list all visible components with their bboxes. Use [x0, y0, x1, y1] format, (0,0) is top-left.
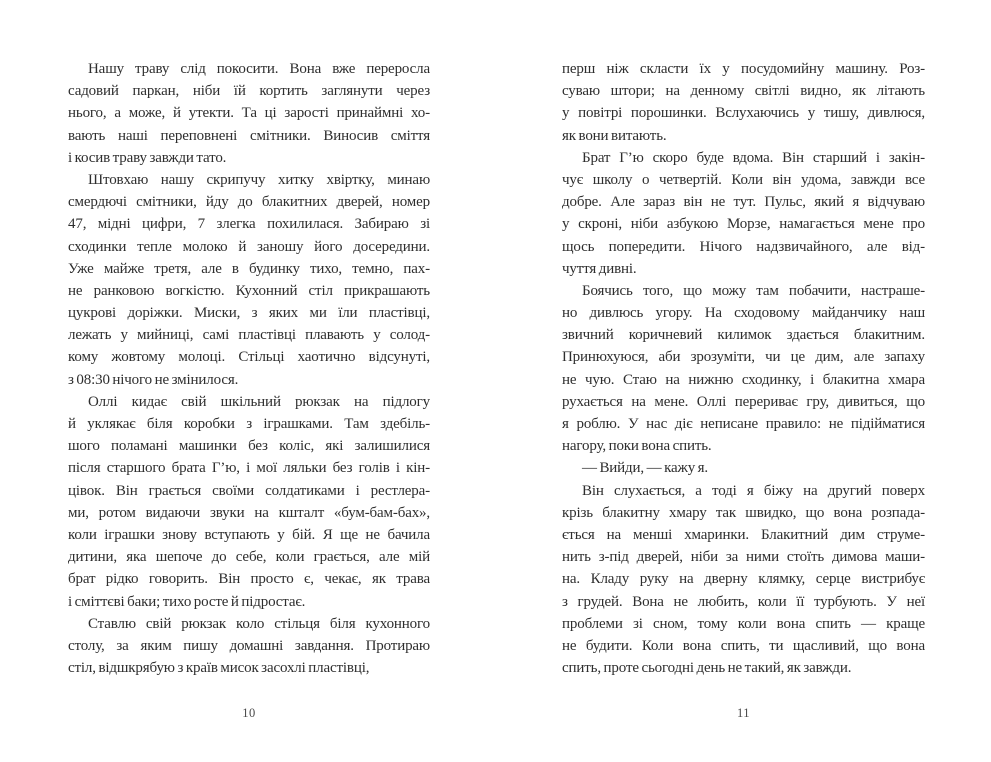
text-line: цукрові доріжки. Миски, з яких ми їли пластівці,	[68, 305, 430, 322]
text-line: з грудей. Вона не любить, коли її турбують. У неї	[562, 593, 925, 610]
text-line: не ранковою вогкістю. Кухонний стіл прикрашають	[68, 282, 430, 299]
page-right	[562, 58, 925, 748]
paragraph	[562, 58, 925, 147]
text-line: Уже майже третя, але в будинку тихо, темно, пах-	[68, 260, 430, 277]
text-line: з 08:30 нічого не змінилося.	[68, 371, 239, 388]
text-line: садовий паркан, ніби їй кортить заглянути через	[68, 83, 430, 100]
text-line: добре. Але зараз він не тут. Пульс, який я відчуваю	[562, 194, 925, 211]
text-line: у повітрі порошинки. Вслухаючись у тишу, дивлюся,	[562, 105, 925, 122]
text-line: лежать у мийниці, самі пластівці плавають у солод-	[68, 327, 430, 344]
page-left	[68, 58, 430, 748]
text-line: суваю штори; на денному світлі видно, як літають	[562, 83, 925, 100]
text-line: Він слухається, а тоді я біжу на другий поверх	[582, 482, 925, 499]
text-line: цівок. Він грається своїми солдатиками і рестлера-	[68, 482, 430, 499]
text-line: не будити. Коли вона спить, ти щасливий, що вона	[562, 637, 925, 654]
text-line: ми, ротом видаючи звуки на кшталт «бум-бам-бах»,	[68, 504, 430, 521]
text-line: звичний коричневий килимок здається блакитним.	[562, 327, 925, 344]
text-line: не чую. Стаю на нижню сходинку, і блакитна хмара	[562, 371, 925, 388]
text-line: ється на менші хмаринки. Блакитний дим струме-	[562, 526, 925, 543]
text-line: шого поламані машинки без коліс, які залишилися	[68, 438, 430, 455]
text-line: но дивлюсь угору. На сходовому майданчику наш	[562, 305, 925, 322]
text-line: Штовхаю нашу скрипучу хитку хвіртку, минаю	[88, 171, 430, 188]
text-line: нього, а може, й утекти. Та ці зарості принаймні хо-	[68, 105, 430, 122]
text-line: стіл, відшкрябую з країв мисок засохлі пластівці,	[68, 660, 370, 677]
text-line: Оллі кидає свій шкільний рюкзак на підлогу	[88, 393, 430, 410]
text-line: вають наші переповнені смітники. Виносив сміття	[68, 127, 430, 144]
text-line: рухається на мене. Оллі перериває гру, дивиться, що	[562, 393, 925, 410]
text-line: 47, мідні цифри, 7 злегка похилилася. Забираю зі	[68, 216, 430, 233]
text-line: дитини, яка шепоче до себе, коли грається, але мій	[68, 549, 430, 566]
text-line: брат рідко говорить. Він просто є, чекає, як трава	[68, 571, 430, 588]
text-line: Нашу траву слід покосити. Вона вже переросла	[88, 61, 430, 77]
text-line: крізь блакитну хмару так швидко, що вона розпада-	[562, 504, 925, 521]
text-line: як вони витають.	[562, 127, 667, 144]
text-line: проблеми зі сном, тому коли вона спить — краще	[562, 615, 925, 632]
text-line: Боячись того, що можу там побачити, настраше-	[582, 282, 925, 299]
text-line: спить, проте сьогодні день не такий, як завжди.	[562, 660, 852, 677]
paragraph	[68, 169, 430, 391]
text-line: столу, за яким пишу домашні завдання. Протираю	[68, 637, 430, 654]
page-left-text	[68, 58, 430, 679]
text-line: й уклякає біля коробки з іграшками. Там здебіль-	[68, 416, 430, 432]
text-line: на. Кладу руку на дверну клямку, серце вистрибує	[562, 571, 925, 588]
text-line: у скроні, ніби азбукою Морзе, намагається мене про	[562, 216, 925, 233]
page-number-right: 11	[736, 706, 751, 720]
paragraph	[68, 58, 430, 169]
text-line: і косив траву завжди тато.	[68, 149, 227, 166]
paragraph	[68, 613, 430, 680]
text-line: Принюхуюся, аби зрозуміти, чи це дим, але запаху	[562, 349, 925, 366]
paragraph	[68, 391, 430, 613]
text-line: сходинки тепле молоко й заношу його досередини.	[68, 238, 430, 255]
text-line: нить з-під дверей, ніби за ними стоїть димова маши-	[562, 549, 925, 566]
paragraph	[562, 480, 925, 680]
text-line: щось попередити. Нічого надзвичайного, але від-	[562, 238, 925, 255]
text-line: Брат Г’ю скоро буде вдома. Він старший і закін-	[582, 149, 925, 166]
page-number-left: 10	[242, 706, 256, 720]
text-line: я роблю. У нас діє неписане правило: не підійматися	[562, 416, 925, 432]
paragraph	[562, 147, 925, 280]
text-line: і сміттєві баки; тихо росте й підростає.	[68, 593, 306, 610]
text-line: Ставлю свій рюкзак коло стільця біля кухонного	[88, 615, 430, 632]
text-line: нагору, поки вона спить.	[562, 438, 712, 455]
text-line: смердючі смітники, йду до блакитних дверей, номер	[68, 194, 430, 211]
page-right-text	[562, 58, 925, 679]
text-line: чуття дивні.	[562, 260, 637, 277]
paragraph	[562, 280, 925, 458]
text-line: кому жовтому молоці. Стільці хаотично відсунуті,	[68, 349, 430, 366]
text-line: чує школу о четвертій. Коли він удома, завжди все	[562, 171, 925, 188]
text-line: перш ніж скласти їх у посудомийну машину. Роз-	[562, 61, 925, 77]
text-line: — Вийди, — кажу я.	[582, 460, 709, 477]
paragraph	[562, 457, 925, 479]
text-line: після старшого брата Г’ю, і мої ляльки без голів і кін-	[68, 460, 430, 477]
text-line: коли іграшки знову вступають у бій. Я ще не бачила	[68, 526, 430, 543]
